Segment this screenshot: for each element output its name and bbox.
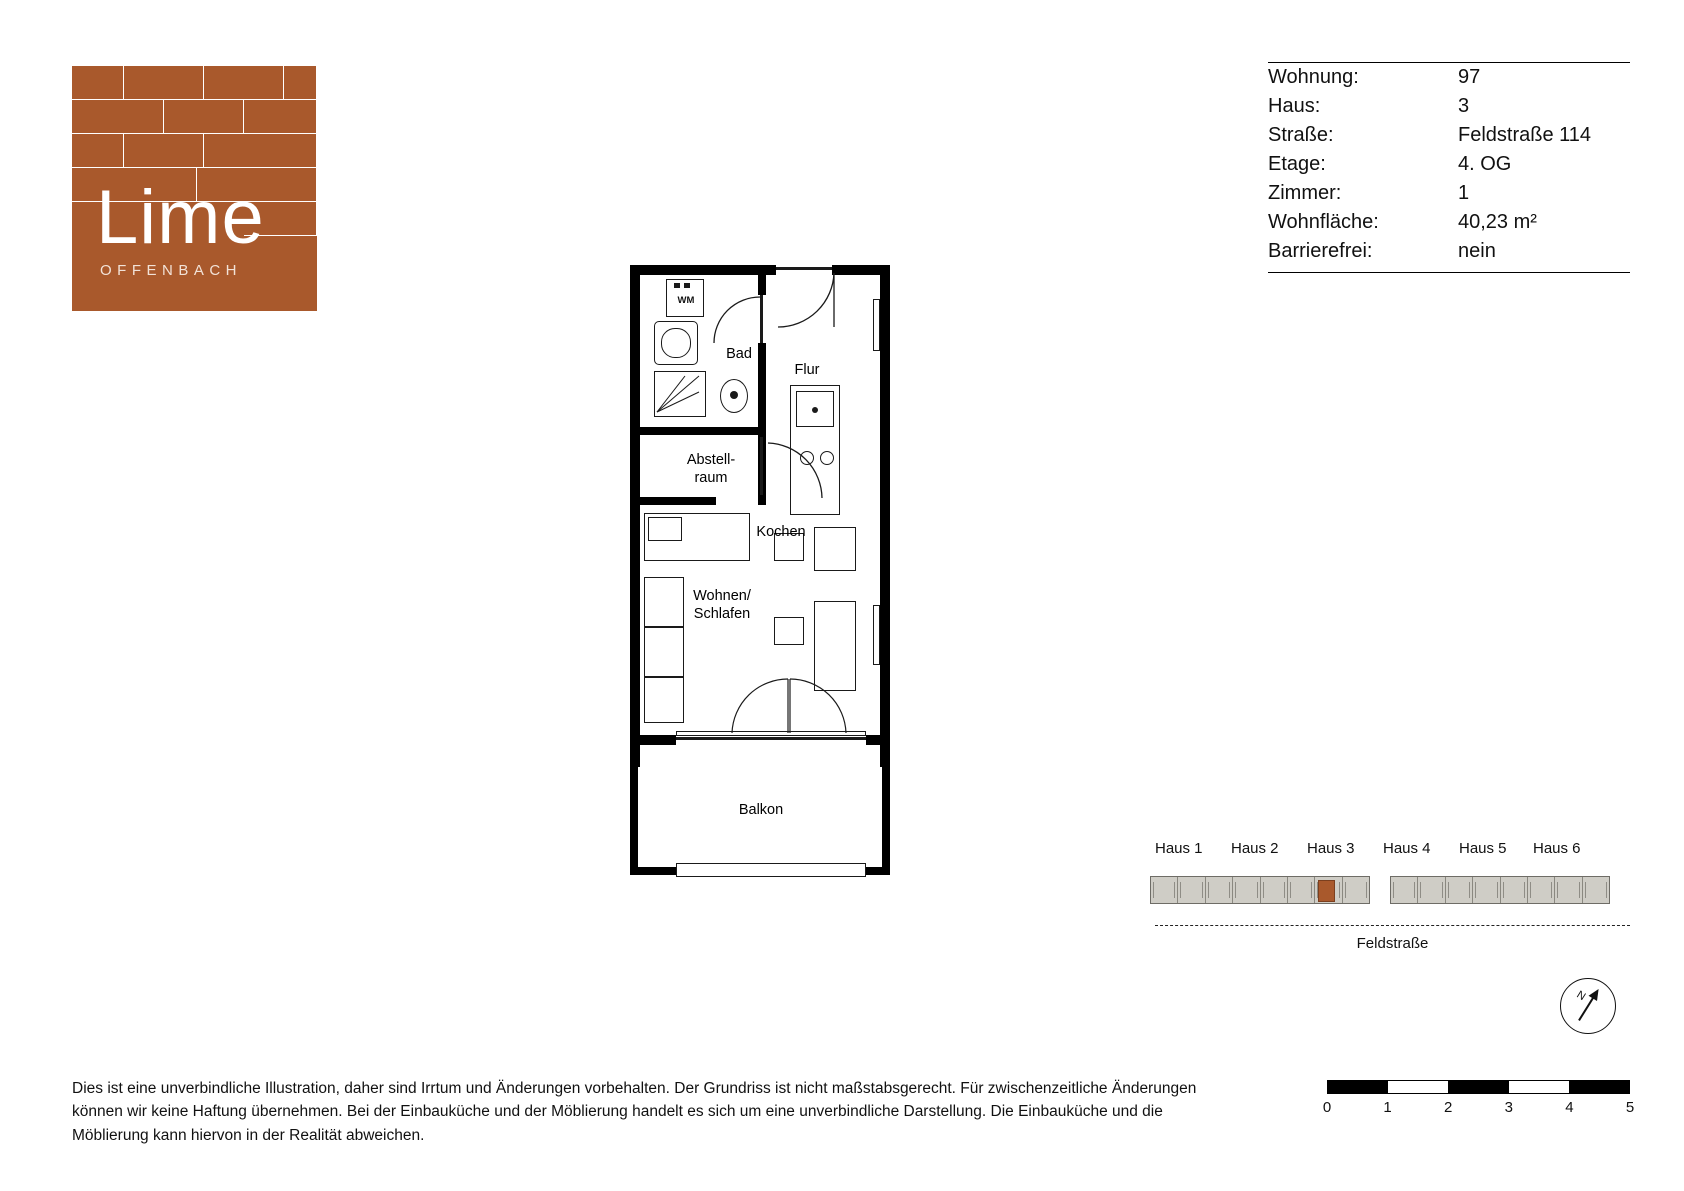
house-label-2: Haus 2 — [1231, 840, 1279, 857]
logo-brick — [164, 100, 244, 134]
stove-burner-icon — [800, 451, 814, 465]
info-value: 40,23 m² — [1458, 211, 1537, 233]
logo-wordmark: Lime — [96, 175, 265, 260]
wall-balcony-left — [630, 745, 638, 875]
stove-burner-icon — [820, 451, 834, 465]
info-value: Feldstraße 114 — [1458, 124, 1592, 146]
balcony-railing — [676, 863, 866, 877]
table-row — [1268, 150, 1630, 179]
building-segment — [1473, 877, 1500, 903]
room-label-bad: Bad — [726, 346, 752, 362]
logo-brick — [244, 100, 317, 134]
balcony-door-swing-icon-2 — [788, 677, 848, 735]
scale-tick-2: 2 — [1444, 1099, 1453, 1116]
scale-tick-5: 5 — [1625, 1099, 1635, 1116]
house-labels-row — [1155, 840, 1630, 862]
apartment-info-table — [1268, 63, 1630, 266]
table-row — [1268, 121, 1630, 150]
building-segment — [1555, 877, 1582, 903]
highlighted-apartment-marker — [1318, 880, 1335, 902]
building-block-group-left — [1150, 876, 1370, 904]
building-segment — [1206, 877, 1233, 903]
logo-brick — [124, 66, 204, 100]
logo-brick — [124, 134, 204, 168]
wall-bath-bottom — [630, 427, 766, 435]
logo-brick — [72, 134, 124, 168]
house-label-1: Haus 1 — [1155, 840, 1203, 857]
room-label-kochen: Kochen — [756, 524, 806, 540]
building-segment — [1391, 877, 1418, 903]
wall-bath-flur — [758, 265, 766, 295]
info-value: 4. OG — [1458, 153, 1512, 175]
table-row — [1268, 92, 1630, 121]
logo — [72, 66, 317, 311]
wardrobe-icon — [644, 627, 684, 677]
storage-door-leaf — [760, 437, 763, 495]
pillow-icon — [648, 517, 682, 541]
wall-living-bottom-right — [866, 735, 890, 745]
wall-left — [630, 265, 640, 767]
logo-brick — [72, 100, 164, 134]
logo-brick — [284, 66, 317, 100]
scale-bar — [1327, 1080, 1630, 1094]
scale-tick-1: 1 — [1383, 1099, 1392, 1116]
wardrobe-icon — [644, 677, 684, 723]
scale-segment — [1509, 1081, 1569, 1093]
building-segment — [1233, 877, 1260, 903]
wm-knob — [684, 283, 690, 288]
scale-segment — [1328, 1081, 1388, 1093]
logo-subtitle: OFFENBACH — [100, 262, 243, 279]
house-label-4: Haus 4 — [1383, 840, 1431, 857]
building-segment — [1343, 877, 1369, 903]
wall-storage-bottom — [630, 497, 716, 505]
building-segment — [1446, 877, 1473, 903]
site-plan — [1155, 840, 1630, 910]
washing-machine-label: WM — [677, 295, 695, 306]
window-living-icon — [873, 605, 880, 665]
wm-knob — [674, 283, 680, 288]
building-segment — [1178, 877, 1205, 903]
scale-tick-labels — [1322, 1099, 1635, 1117]
info-value: 1 — [1458, 182, 1470, 204]
info-key: Wohnfläche: — [1268, 211, 1379, 233]
building-segment — [1261, 877, 1288, 903]
logo-brick — [204, 66, 284, 100]
logo-brick — [204, 134, 317, 168]
bath-door-swing-icon — [712, 295, 762, 347]
house-label-5: Haus 5 — [1459, 840, 1507, 857]
building-block-group-right — [1390, 876, 1610, 904]
compass-north-label: N — [1574, 988, 1588, 1004]
room-label-flur: Flur — [794, 362, 820, 378]
info-key: Etage: — [1268, 153, 1326, 175]
building-segment — [1151, 877, 1178, 903]
building-blocks — [1155, 876, 1630, 910]
room-label-abstellraum: Abstell- raum — [686, 452, 736, 487]
shower-inner-icon — [661, 328, 691, 358]
bathtub-lines-icon — [655, 372, 705, 416]
info-value: nein — [1458, 240, 1496, 262]
scale-segment — [1388, 1081, 1448, 1093]
window-hall-icon — [873, 299, 880, 351]
armchair-icon — [814, 527, 856, 571]
balcony-door-swing-icon — [730, 677, 790, 735]
info-key: Barrierefrei: — [1268, 240, 1373, 262]
compass-icon — [1560, 978, 1616, 1034]
info-key: Wohnung: — [1268, 66, 1359, 88]
divider-bottom — [1268, 272, 1630, 273]
building-segment — [1288, 877, 1315, 903]
logo-brick — [72, 66, 124, 100]
scale-tick-3: 3 — [1504, 1099, 1513, 1116]
info-value: 97 — [1458, 66, 1481, 88]
wall-right — [880, 265, 890, 767]
info-key: Haus: — [1268, 95, 1321, 117]
entrance-door-leaf — [776, 267, 832, 270]
street-line — [1155, 925, 1630, 926]
toilet-lid-icon — [730, 391, 738, 399]
scale-tick-4: 4 — [1565, 1099, 1574, 1116]
info-key: Straße: — [1268, 124, 1334, 146]
table-row — [1268, 179, 1630, 208]
sink-drain-icon — [812, 407, 818, 413]
balcony-door-sill — [676, 737, 866, 740]
table-row — [1268, 237, 1630, 266]
house-label-6: Haus 6 — [1533, 840, 1581, 857]
scale-segment — [1569, 1081, 1629, 1093]
scale-tick-0: 0 — [1322, 1099, 1332, 1116]
apartment-info-panel — [1268, 62, 1630, 273]
building-segment — [1418, 877, 1445, 903]
table-row — [1268, 208, 1630, 237]
house-label-3: Haus 3 — [1307, 840, 1355, 857]
floor-plan — [630, 265, 900, 905]
room-label-balkon: Balkon — [738, 802, 784, 818]
table-row — [1268, 63, 1630, 92]
disclaimer-text: Dies ist eine unverbindliche Illustration, daher sind Irrtum und Änderungen vorbehalten. Der Grundriss ist nicht maßstabsgerecht. Für zwischenzeitliche Änderungen können wir keine Haftung übernehmen. Bei der Einbauküche und der Möblierung handelt es sich um eine unverbindliche Darstellung. Die Einbauküche und die Möblierung kann hiervon in der Realität abweichen. — [72, 1080, 1197, 1144]
scale-segment — [1448, 1081, 1508, 1093]
building-segment — [1501, 877, 1528, 903]
street-name-label: Feldstraße — [1356, 935, 1429, 952]
entrance-door-swing-icon — [776, 271, 836, 329]
wall-living-bottom-left — [630, 735, 676, 745]
building-segment — [1583, 877, 1609, 903]
info-value: 3 — [1458, 95, 1470, 117]
building-segment — [1528, 877, 1555, 903]
wall-balcony-right — [882, 745, 890, 875]
room-label-wohnen-schlafen: Wohnen/ Schlafen — [693, 588, 751, 623]
info-key: Zimmer: — [1268, 182, 1342, 204]
